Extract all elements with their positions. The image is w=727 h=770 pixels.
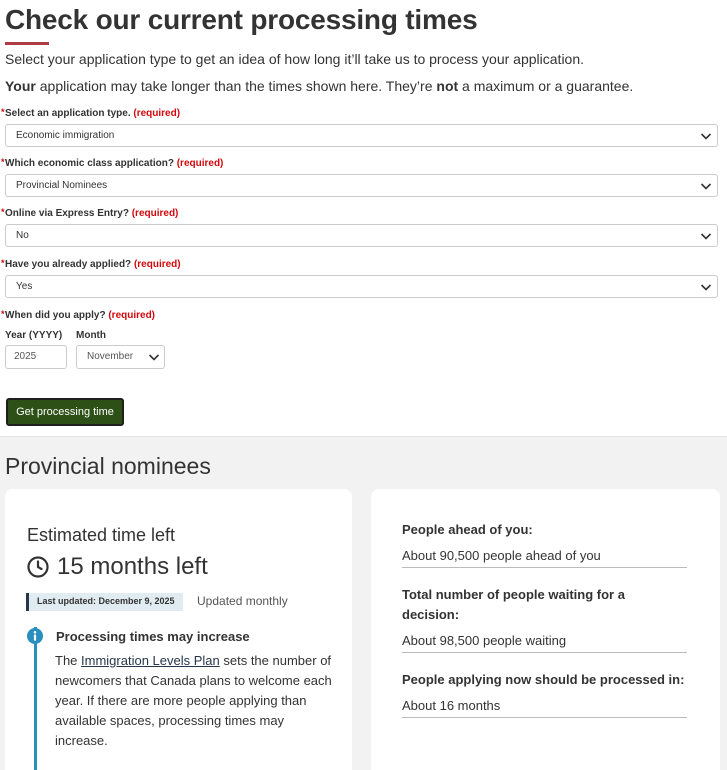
title-underline: [5, 42, 49, 45]
get-processing-time-button[interactable]: Get processing time: [6, 398, 124, 426]
when-applied-label: * When did you apply? (required): [1, 309, 156, 321]
immigration-levels-plan-link[interactable]: Immigration Levels Plan: [81, 653, 220, 668]
update-frequency: Updated monthly: [197, 594, 288, 608]
clock-icon: [26, 555, 50, 579]
waiting-value: About 98,500 people waiting: [402, 633, 687, 653]
waiting-label: Total number of people waiting for a decision:: [402, 587, 625, 622]
applied-label: * Have you already applied? (required): [1, 258, 181, 270]
year-input[interactable]: 2025: [5, 345, 67, 369]
months-left: 15 months left: [57, 553, 208, 580]
applied-select[interactable]: Yes: [5, 275, 718, 298]
estimated-label: Estimated time left: [27, 525, 176, 545]
month-select[interactable]: November: [76, 345, 165, 369]
alert-text: The Immigration Levels Plan sets the number of newcomers that Canada plans to welcome each year. If there are more people applying than available spaces, processing times may increase.: [55, 653, 332, 748]
disclaimer-text: Your application may take longer than the times shown here. They’re not a maximum or a guarantee.: [5, 78, 634, 94]
required-marker: *: [1, 157, 5, 167]
required-marker: *: [1, 258, 5, 268]
required-marker: *: [1, 309, 5, 319]
ahead-value: About 90,500 people ahead of you: [402, 548, 687, 568]
last-updated-badge: Last updated: December 9, 2025: [26, 593, 183, 611]
econ-class-label: * Which economic class application? (required): [1, 157, 224, 169]
new-applicants-label: People applying now should be processed in:: [402, 672, 685, 687]
required-marker: *: [1, 207, 5, 217]
required-marker: *: [1, 107, 5, 117]
econ-class-select[interactable]: Provincial Nominees: [5, 174, 718, 197]
intro-text: Select your application type to get an idea of how long it’ll take us to process your application.: [5, 51, 585, 67]
new-applicants-value: About 16 months: [402, 698, 687, 718]
result-title: Provincial nominees: [5, 453, 211, 479]
alert-title: Processing times may increase: [56, 629, 250, 644]
chevron-down-icon: [700, 230, 712, 242]
estimate-card: [5, 489, 352, 770]
page-title: Check our current processing times: [5, 4, 478, 35]
app-type-select[interactable]: Economic immigration: [5, 124, 718, 147]
month-label: Month: [76, 330, 106, 341]
chevron-down-icon: [700, 281, 712, 293]
info-icon: [27, 628, 43, 644]
express-entry-label: * Online via Express Entry? (required): [1, 207, 179, 219]
chevron-down-icon: [700, 130, 712, 142]
app-type-label: * Select an application type. (required): [1, 107, 181, 119]
express-entry-select[interactable]: No: [5, 224, 718, 247]
chevron-down-icon: [700, 180, 712, 192]
stats-card: [371, 489, 720, 770]
year-label: Year (YYYY): [5, 330, 63, 341]
alert-bar: [34, 627, 37, 770]
chevron-down-icon: [148, 351, 160, 363]
ahead-label: People ahead of you:: [402, 522, 533, 537]
result-section: [0, 436, 727, 770]
